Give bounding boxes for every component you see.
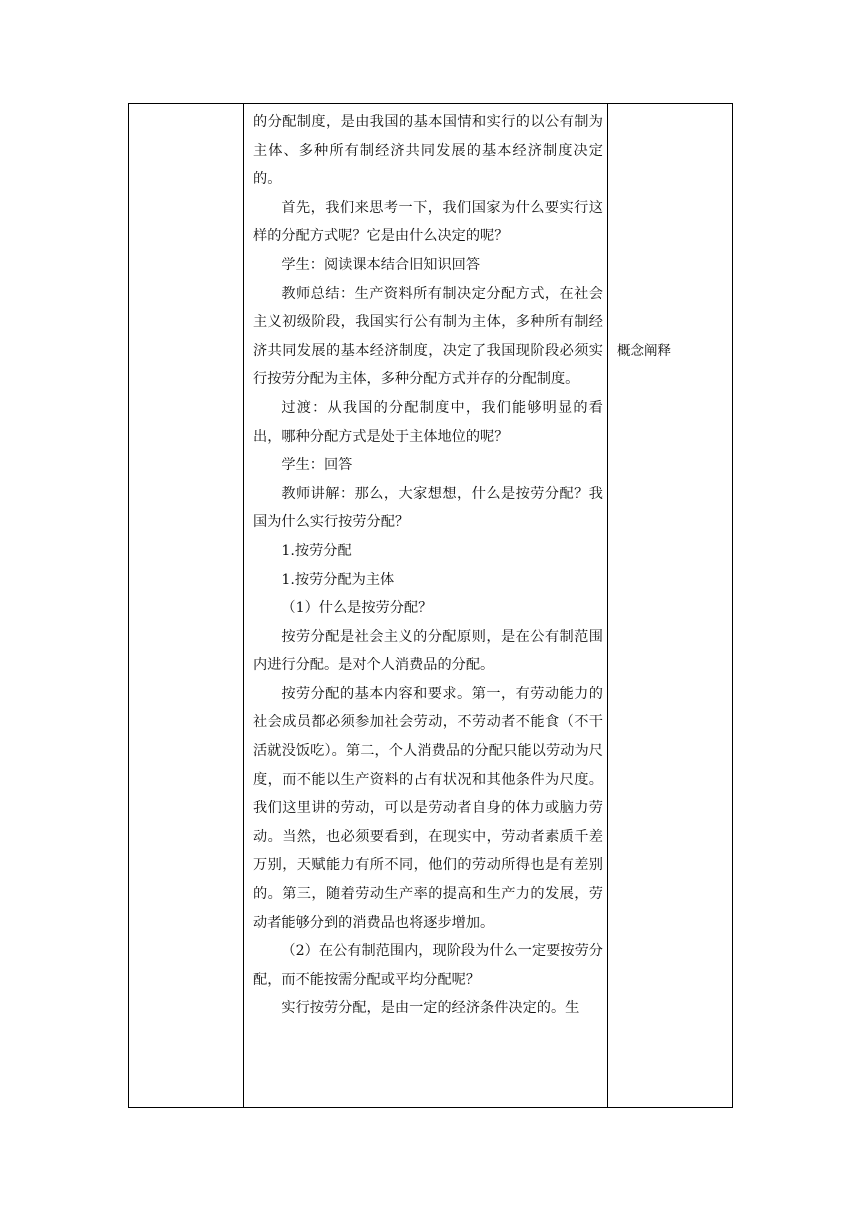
paragraph-4: 教师总结：生产资料所有制决定分配方式，在社会主义初级阶段，我国实行公有制为主体，多种所有制经济共同发展的基本经济制度，决定了我国现阶段必须实行按劳分配为主体，多种分配方式并存的分配制度。 (253, 285, 603, 388)
paragraph-3: 学生：阅读课本结合旧知识回答 (281, 256, 481, 273)
paragraph-7: 教师讲解：那么，大家想想，什么是按劳分配？我国为什么实行按劳分配？ (253, 485, 603, 531)
side-note: 概念阐释 (617, 343, 671, 359)
paragraph-14: 实行按劳分配，是由一定的经济条件决定的。生 (281, 1000, 580, 1017)
paragraph-2: 首先，我们来思考一下，我们国家为什么要实行这样的分配方式呢？它是由什么决定的呢？ (253, 199, 603, 245)
column-divider-2 (607, 104, 608, 1107)
paragraph-12: 按劳分配的基本内容和要求。第一，有劳动能力的社会成员都必须参加社会劳动，不劳动者不能食（不干活就没饭吃）。第二，个人消费品的分配只能以劳动为尺度，而不能以生产资料的占有状况和其他条件为尺度。我们这里讲的劳动，可以是劳动者自身的体力或脑力劳动。当然，也必须要看到，在现实中，劳动者素质千差万别，天赋能力有所不同，他们的劳动所得也是有差别的。第三，随着劳动生产率的提高和生产力的发展，劳动者能够分到的消费品也将逐步增加。 (253, 685, 603, 931)
paragraph-13: （2）在公有制范围内，现阶段为什么一定要按劳分配，而不能按需分配或平均分配呢？ (253, 943, 603, 988)
paragraph-8: 1.按劳分配 (281, 542, 352, 559)
lesson-table (128, 103, 733, 1108)
paragraph-5: 过渡：从我国的分配制度中，我们能够明显的看出，哪种分配方式是处于主体地位的呢？ (253, 399, 603, 445)
paragraph-9: 1.按劳分配为主体 (281, 571, 395, 588)
teaching-process-cell (253, 104, 603, 1023)
paragraph-1: 的分配制度，是由我国的基本国情和实行的以公有制为主体、多种所有制经济共同发展的基本经济制度决定的。 (253, 114, 603, 188)
paragraph-6: 学生：回答 (281, 457, 353, 474)
paragraph-11: 按劳分配是社会主义的分配原则，是在公有制范围内进行分配。是对个人消费品的分配。 (253, 628, 603, 674)
paragraph-10: （1）什么是按劳分配？ (281, 600, 433, 617)
column-divider-1 (243, 104, 244, 1107)
